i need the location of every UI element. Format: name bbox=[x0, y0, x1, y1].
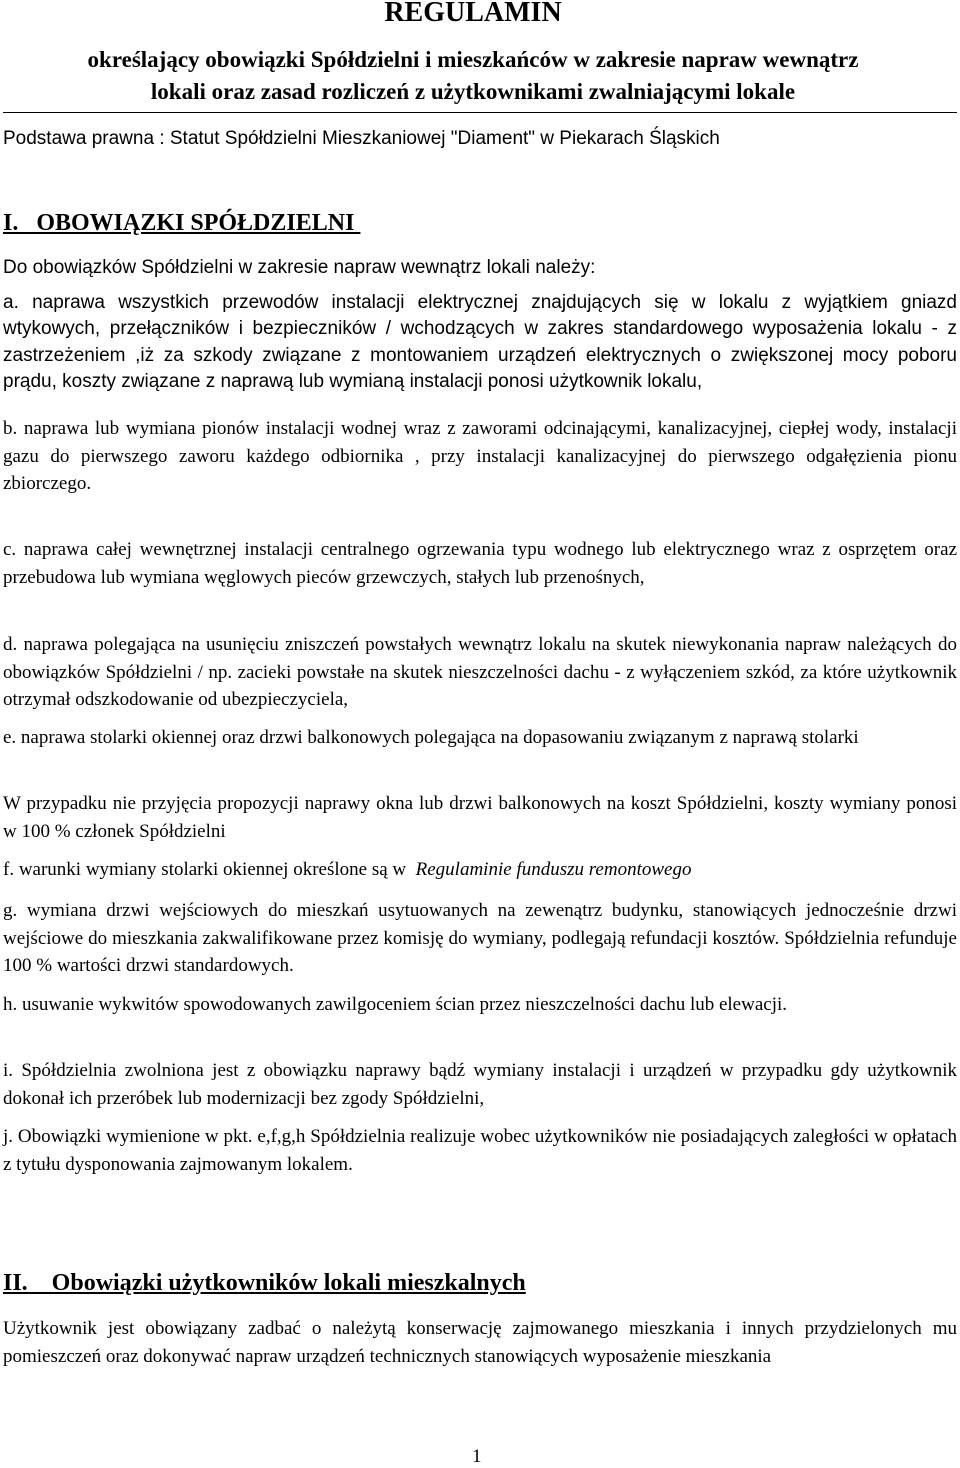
subtitle-line-1: określający obowiązki Spółdzielni i mieszkańców w zakresie napraw wewnątrz bbox=[87, 47, 859, 72]
item-h: h. usuwanie wykwitów spowodowanych zawilgoceniem ścian przez nieszczelności dachu lub elewacji. bbox=[3, 994, 788, 1015]
item-i: i. Spółdzielnia zwolniona jest z obowiązku naprawy bądź wymiany instalacji i urządzeń w przypadku gdy użytkownik dokonał ich przeróbek lub modernizacji bez zgody Spółdzielni, bbox=[3, 1060, 957, 1109]
item-f bbox=[3, 856, 957, 884]
item-b: b. naprawa lub wymiana pionów instalacji wodnej wraz z zaworami odcinającymi, kanalizacyjnej, ciepłej wody, instalacji gazu do pierwszego zaworu każdego odbiornika , przy instalacji kanalizacyjnej do pierwszego odgałęzienia pionu zbiorczego. bbox=[3, 418, 957, 494]
legal-basis: Podstawa prawna : Statut Spółdzielni Mieszkaniowej "Diament" w Piekarach Śląskich bbox=[3, 128, 720, 149]
section-1-heading: I. OBOWIĄZKI SPÓŁDZIELNI bbox=[3, 210, 361, 236]
page-number: 1 bbox=[472, 1446, 482, 1467]
subtitle-underline bbox=[3, 112, 957, 113]
subtitle-line-2: lokali oraz zasad rozliczeń z użytkownikami zwalniającymi lokale bbox=[150, 79, 796, 104]
item-a: a. naprawa wszystkich przewodów instalacji elektrycznej znajdujących się w lokalu z wyjątkiem gniazd wtykowych, przełączników i bezpieczników / wchodzących w zakres standardowego wyposażenia lokalu - z zastrzeżeniem ,iż za szkody związane z montowaniem urządzeń elektrycznych o zwiększonej mocy poboru prądu, koszty związane z naprawą lub wymianą instalacji ponosi użytkownik lokalu, bbox=[3, 292, 957, 393]
item-j: j. Obowiązki wymienione w pkt. e,f,g,h Spółdzielnia realizuje wobec użytkowników nie posiadających zaległości w opłatach z tytułu dysponowania zajmowanym lokalem. bbox=[3, 1126, 957, 1175]
item-e: e. naprawa stolarki okiennej oraz drzwi balkonowych polegająca na dopasowaniu związanym z naprawą stolarki bbox=[3, 727, 859, 748]
item-f-document-title: Regulaminie funduszu remontowego bbox=[415, 859, 692, 880]
item-c: c. naprawa całej wewnętrznej instalacji centralnego ogrzewania typu wodnego lub elektrycznego wraz z osprzętem oraz przebudowa lub wymiana węglowych pieców grzewczych, stałych lub przenośnych, bbox=[3, 539, 957, 588]
document-title: REGULAMIN bbox=[384, 0, 562, 28]
item-f-text: f. warunki wymiany stolarki okiennej określone są w bbox=[3, 859, 416, 880]
section-2-heading: II. Obowiązki użytkowników lokali mieszkalnych bbox=[3, 1270, 526, 1296]
item-e-note: W przypadku nie przyjęcia propozycji naprawy okna lub drzwi balkonowych na koszt Spółdzielni, koszty wymiany ponosi w 100 % członek Spółdzielni bbox=[3, 793, 957, 842]
section-1-intro: Do obowiązków Spółdzielni w zakresie napraw wewnątrz lokali należy: bbox=[3, 257, 596, 278]
section-2-intro: Użytkownik jest obowiązany zadbać o należytą konserwację zajmowanego mieszkania i innych przydzielonych mu pomieszczeń oraz dokonywać napraw urządzeń technicznych stanowiących wyposażenie mieszkania bbox=[3, 1318, 957, 1367]
document-subtitle bbox=[0, 44, 946, 108]
item-g: g. wymiana drzwi wejściowych do mieszkań usytuowanych na zewenątrz budynku, stanowiących jednocześnie drzwi wejściowe do mieszkania zakwalifikowane przez komisję do wymiany, podlegają refundacji kosztów. Spółdzielnia refunduje 100 % wartości drzwi standardowych. bbox=[3, 900, 957, 976]
item-d: d. naprawa polegająca na usunięciu zniszczeń powstałych wewnątrz lokalu na skutek niewykonania napraw należących do obowiązków Spółdzielni / np. zacieki powstałe na skutek nieszczelności dachu - z wyłączeniem szkód, za które użytkownik otrzymał odszkodowanie od ubezpieczyciela, bbox=[3, 634, 957, 710]
